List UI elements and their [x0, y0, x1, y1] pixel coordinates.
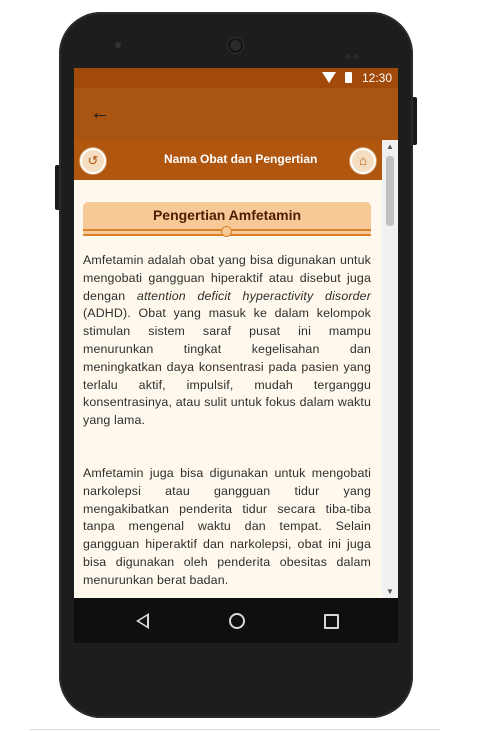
scroll-down-icon[interactable]: ▼ [386, 587, 394, 596]
page-title: Nama Obat dan Pengertian [164, 152, 318, 166]
refresh-icon[interactable]: ↺ [80, 148, 106, 174]
app-bar [74, 88, 398, 140]
arrow-left-icon[interactable]: ← [90, 102, 110, 124]
paragraph-1 [83, 252, 371, 430]
section-title: Pengertian Amfetamin [152, 207, 302, 223]
paragraph-1-italic: attention deficit hyperactivity disorder [136, 288, 372, 303]
content-area [74, 180, 382, 598]
scrollbar[interactable] [382, 140, 398, 598]
nav-bar [74, 598, 398, 643]
scroll-up-icon[interactable]: ▲ [386, 142, 394, 151]
wifi-icon [322, 72, 336, 83]
header-ornament [221, 226, 232, 237]
battery-icon [345, 72, 352, 83]
status-bar [74, 68, 398, 88]
app-screen [74, 68, 398, 598]
home-icon[interactable]: ⌂ [350, 148, 376, 174]
paragraph-1-text: Amfetamin adalah obat yang bisa digunakan untuk mengobati gangguan hiperaktif atau disebut juga dengan [83, 253, 371, 303]
paragraph-2: Amfetamin juga bisa digunakan untuk mengobati narkolepsi atau gangguan tidur yang mengakibatkan penderita tidur secara tiba-tiba tanpa mengenal waktu dan tempat. Selain gangguan hiperaktif dan narkolepsi, obat ini juga bisa digunakan oleh penderita obesitas dalam menurunkan berat badan. [83, 466, 371, 587]
front-camera [115, 42, 121, 48]
nav-recent-icon[interactable] [324, 614, 339, 629]
speaker [227, 37, 244, 54]
sensor [345, 54, 350, 59]
status-time: 12:30 [361, 71, 392, 85]
nav-back-icon-inner [139, 616, 147, 626]
title-bar [74, 140, 398, 180]
paragraph-1-text-cont: (ADHD). Obat yang masuk ke dalam kelompok stimulan sistem saraf pusat ini mampu menurunkan tingkat kegelisahan dan meningkatkan daya konsentrasi pada pasien yang terlalu aktif, impulsif, mudah terganggu konsentrasinya, atau sulit untuk fokus dalam waktu yang lama. [83, 306, 371, 428]
section-header [83, 202, 371, 236]
page-divider [30, 729, 440, 730]
scroll-thumb[interactable] [386, 156, 394, 226]
nav-home-icon[interactable] [229, 613, 245, 629]
sensor [353, 54, 358, 59]
